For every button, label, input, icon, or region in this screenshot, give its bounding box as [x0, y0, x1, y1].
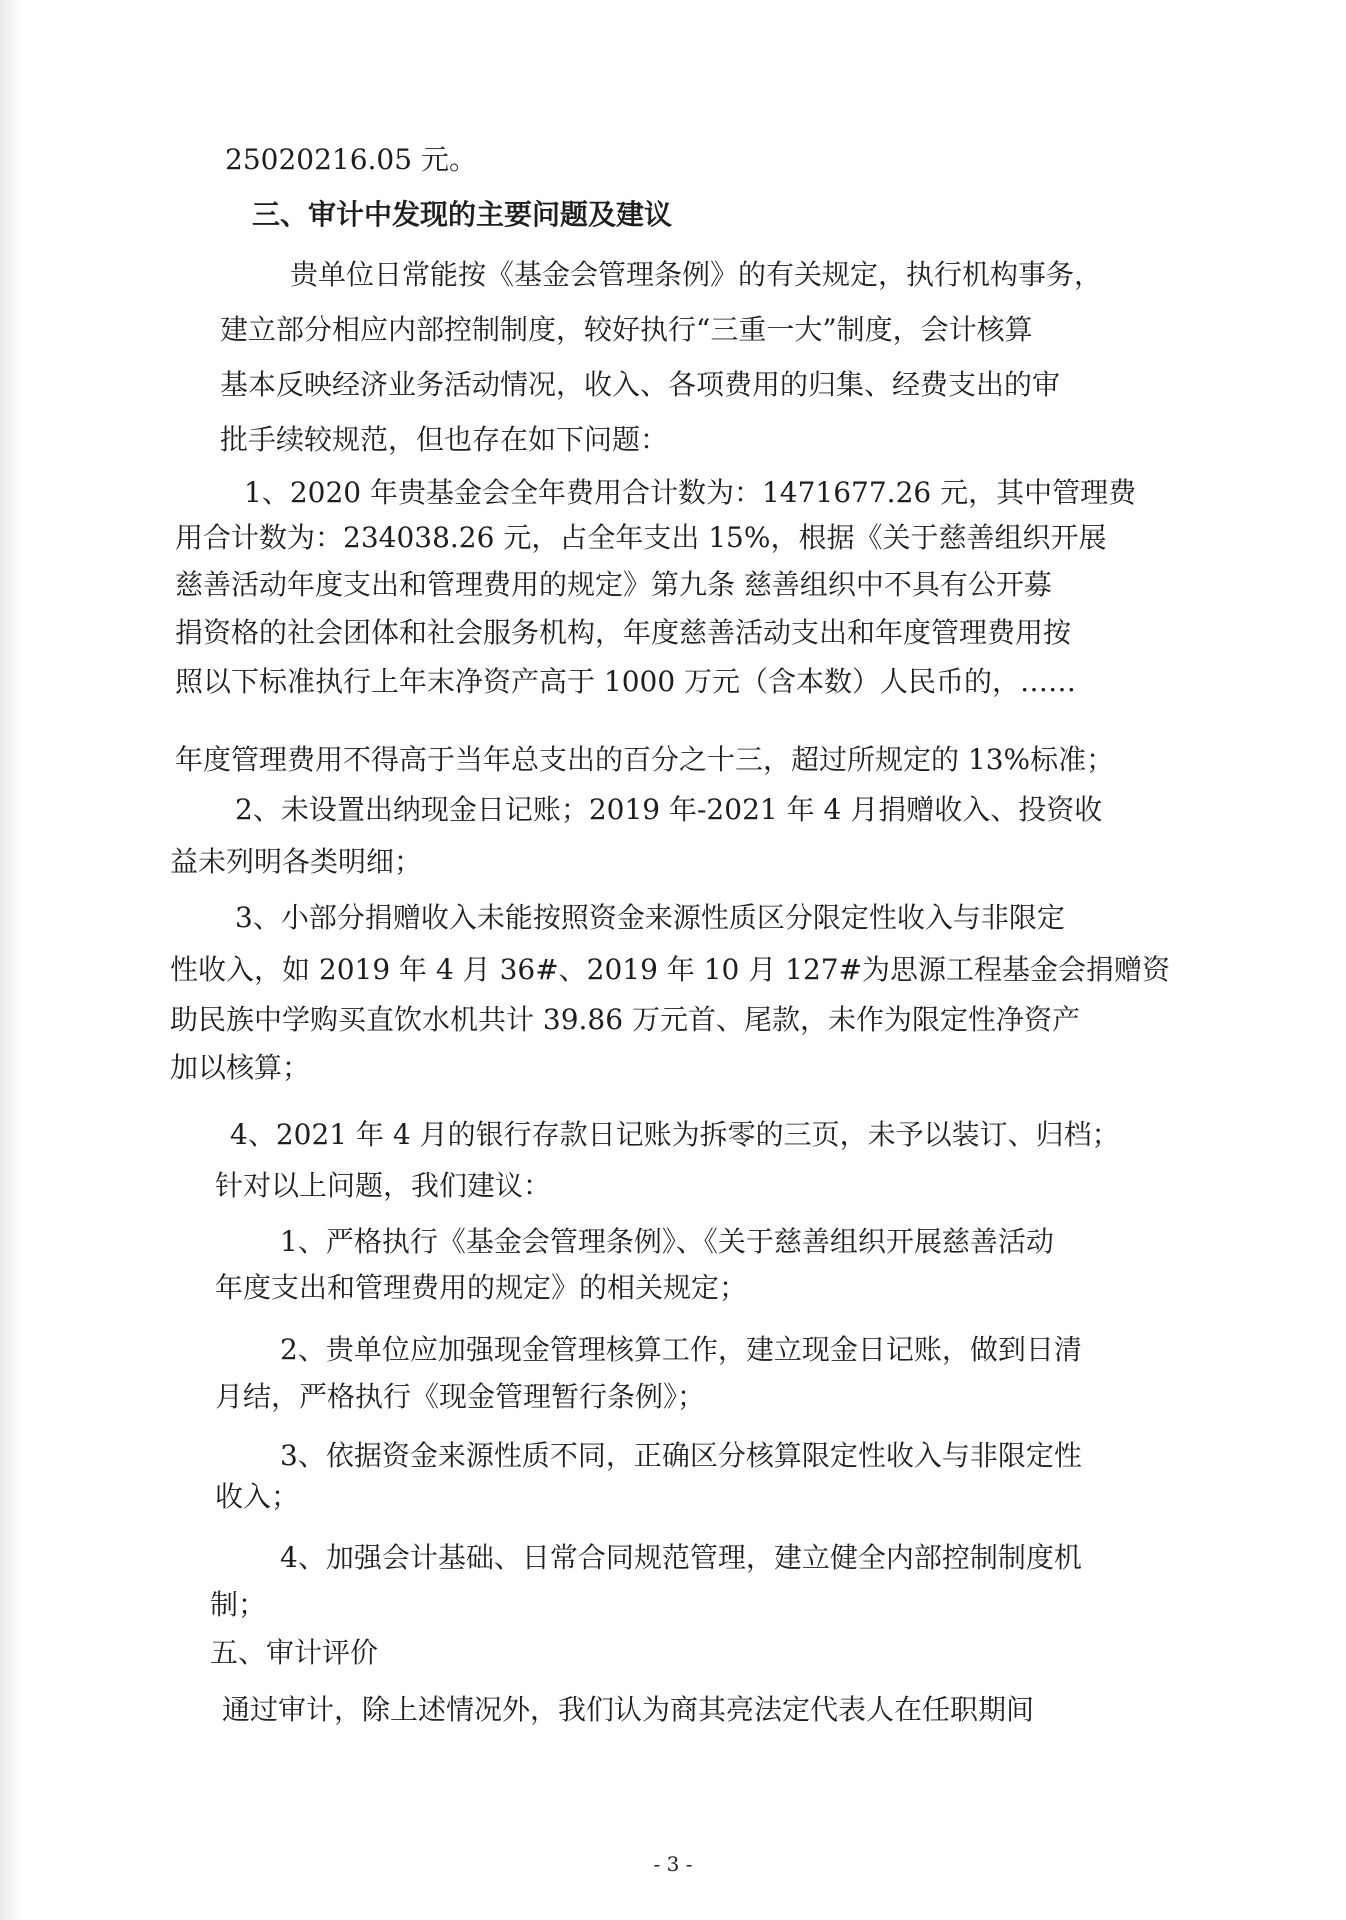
text-line: 25020216.05 元。 — [225, 143, 477, 176]
text-line: 益未列明各类明细； — [170, 845, 423, 878]
text-line: 2、贵单位应加强现金管理核算工作，建立现金日记账，做到日清 — [280, 1333, 1082, 1366]
text-line: 针对以上问题，我们建议： — [215, 1169, 552, 1202]
text-line: 制； — [210, 1588, 267, 1621]
text-line: 基本反映经济业务活动情况，收入、各项费用的归集、经费支出的审 — [220, 368, 1061, 401]
text-line: 照以下标准执行上年末净资产高于 1000 万元（含本数）人民币的，…… — [175, 665, 1077, 698]
text-line: 1、严格执行《基金会管理条例》、《关于慈善组织开展慈善活动 — [280, 1225, 1054, 1258]
text-line: 年度支出和管理费用的规定》的相关规定； — [215, 1271, 748, 1304]
text-line: 用合计数为：234038.26 元，占全年支出 15%，根据《关于慈善组织开展 — [175, 521, 1107, 554]
text-line: 慈善活动年度支出和管理费用的规定》第九条 慈善组织中不具有公开募 — [175, 568, 1052, 601]
section-heading: 五、审计评价 — [210, 1636, 379, 1669]
text-line: 4、加强会计基础、日常合同规范管理，建立健全内部控制制度机 — [280, 1541, 1082, 1574]
text-line: 年度管理费用不得高于当年总支出的百分之十三，超过所规定的 13%标准； — [175, 743, 1115, 776]
page-number: - 3 - — [653, 1852, 693, 1876]
text-line: 收入； — [215, 1480, 300, 1513]
text-line: 1、2020 年贵基金会全年费用合计数为：1471677.26 元，其中管理费 — [244, 476, 1137, 509]
scan-shadow-edge — [0, 0, 22, 1920]
text-line: 3、小部分捐赠收入未能按照资金来源性质区分限定性收入与非限定 — [235, 901, 1065, 934]
text-line: 4、2021 年 4 月的银行存款日记账为拆零的三页，未予以装订、归档； — [230, 1118, 1120, 1151]
text-line: 捐资格的社会团体和社会服务机构，年度慈善活动支出和年度管理费用按 — [175, 616, 1072, 649]
text-line: 2、未设置出纳现金日记账；2019 年-2021 年 4 月捐赠收入、投资收 — [235, 793, 1103, 826]
text-line: 批手续较规范，但也存在如下问题： — [220, 423, 669, 456]
text-line: 通过审计，除上述情况外，我们认为商其亮法定代表人在任职期间 — [222, 1693, 1035, 1726]
text-line: 助民族中学购买直饮水机共计 39.86 万元首、尾款，未作为限定性净资产 — [170, 1003, 1080, 1036]
text-line: 加以核算； — [170, 1051, 311, 1084]
text-line: 建立部分相应内部控制制度，较好执行“三重一大”制度，会计核算 — [220, 313, 1033, 346]
section-heading: 三、审计中发现的主要问题及建议 — [252, 198, 673, 231]
text-line: 贵单位日常能按《基金会管理条例》的有关规定，执行机构事务， — [290, 258, 1103, 291]
text-line: 3、依据资金来源性质不同，正确区分核算限定性收入与非限定性 — [280, 1439, 1082, 1472]
text-line: 性收入，如 2019 年 4 月 36#、2019 年 10 月 127#为思源工程基金会捐赠资 — [170, 953, 1171, 986]
text-line: 月结，严格执行《现金管理暂行条例》； — [215, 1380, 706, 1413]
